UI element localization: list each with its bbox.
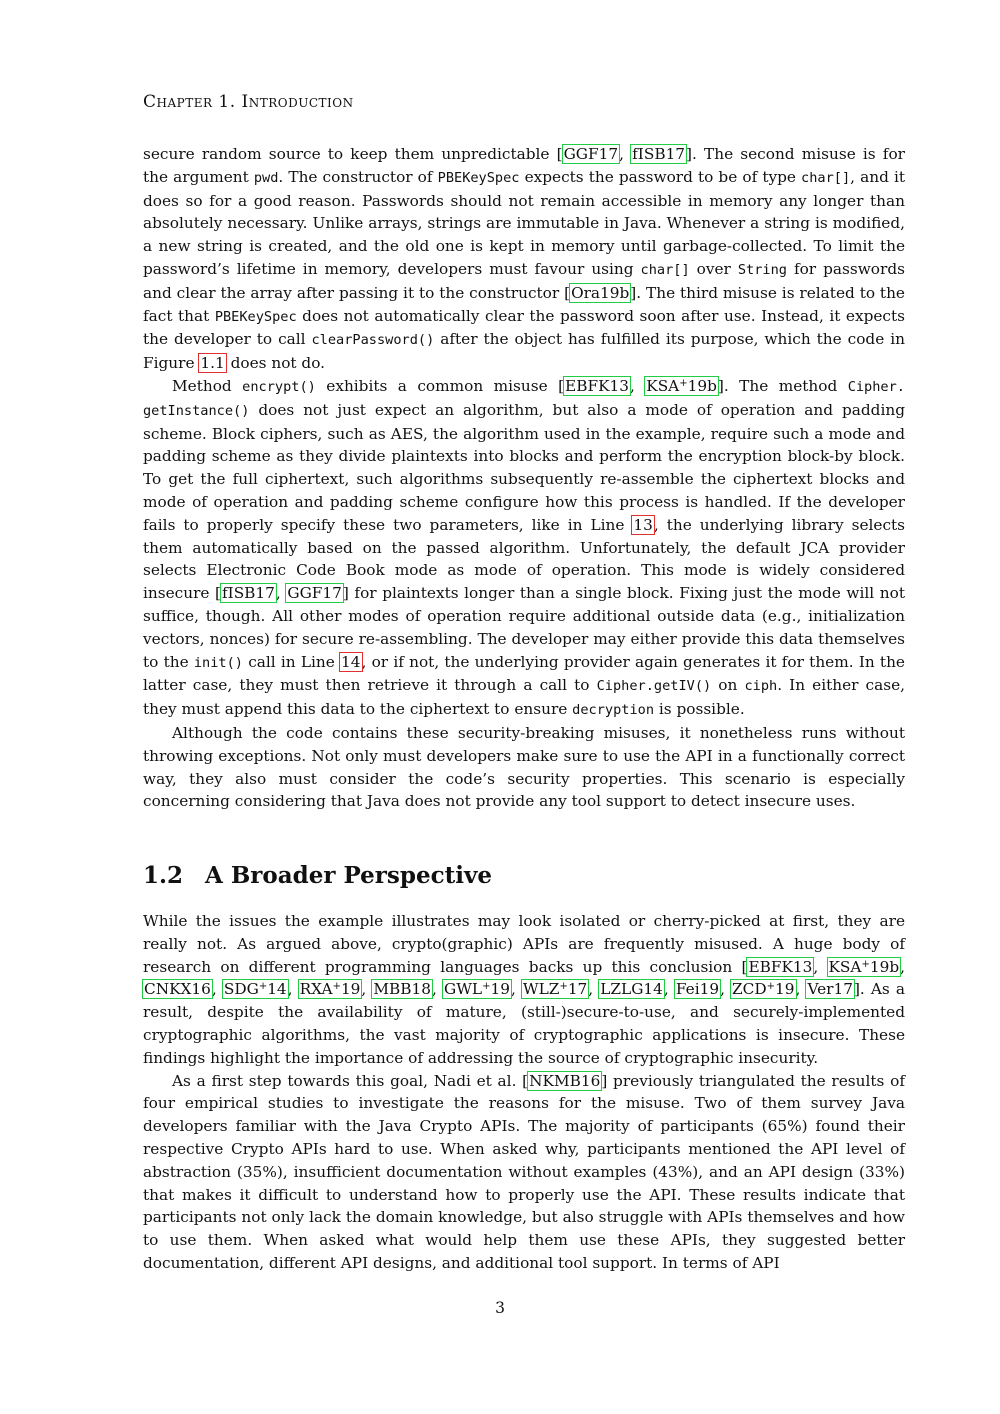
line-ref-link[interactable]: 14 xyxy=(341,652,361,671)
section-number: 1.2 xyxy=(143,862,184,889)
code-token: Cipher. xyxy=(847,378,905,395)
code-token: ciph xyxy=(744,678,778,695)
citation-link[interactable]: fISB17 xyxy=(222,584,275,603)
citation-link[interactable]: SDG+14 xyxy=(223,980,287,999)
code-token: Cipher.getIV() xyxy=(596,678,712,695)
code-token: PBEKeySpec xyxy=(437,169,520,186)
paragraph: secure random source to keep them unpredictable [GGF17, fISB17]. The second misuse is for the argument pwd. The constructor of PBEKeySpec expects the password to be of type char[], and it does so for a good reason. Passwords should not remain accessible in memory any longer than absolutely necessary. Unlike arrays, strings are immutable in Java. Whenever a string is modified, a new string is created, and the old one is kept in memory until garbage-collected. To limit the password’s lifetime in memory, developers must favour using char[] over String for passwords and clear the array after passing it to the constructor [Ora19b]. The third misuse is related to the fact that PBEKeySpec does not automatically clear the password soon after use. Instead, it expects the developer to call clearPassword() after the object has fulfilled its purpose, which the code in Figure 1.1 does not do. xyxy=(143,145,905,373)
citation-link[interactable]: Fei19 xyxy=(675,980,720,999)
code-token: encrypt() xyxy=(242,378,316,395)
code-token: getInstance() xyxy=(143,402,250,419)
figure-ref-link[interactable]: 1.1 xyxy=(200,354,225,373)
citation-link[interactable]: RXA+19 xyxy=(299,980,361,999)
citation-link[interactable]: Ver17 xyxy=(807,980,853,999)
code-token: PBEKeySpec xyxy=(214,308,297,325)
citation-link[interactable]: WLZ+17 xyxy=(522,980,588,999)
code-token: decryption xyxy=(572,702,655,719)
citation-link[interactable]: GGF17 xyxy=(287,584,342,603)
citation-link[interactable]: Ora19b xyxy=(571,283,630,302)
citation-link[interactable]: EBFK13 xyxy=(748,957,813,976)
citation-link[interactable]: LZLG14 xyxy=(600,980,663,999)
running-head: Chapter 1. Introduction xyxy=(143,92,354,112)
citation-link[interactable]: ZCD+19 xyxy=(732,980,795,999)
code-token: char[] xyxy=(801,169,851,186)
page-number: 3 xyxy=(495,1299,505,1317)
section-title: A Broader Perspective xyxy=(205,862,492,889)
citation-link[interactable]: KSA+19b xyxy=(646,376,717,395)
code-token: clearPassword() xyxy=(311,332,435,349)
citation-link[interactable]: CNKX16 xyxy=(144,980,211,999)
paragraph: Although the code contains these security-breaking misuses, it nonetheless runs without throwing exceptions. Not only must developers make sure to use the API in a functionally correct way, they also must consider the code’s security properties. This scenario is especially concerning considering that Java does not provide any tool support to detect insecure uses. xyxy=(143,723,905,811)
code-token: pwd xyxy=(253,169,279,186)
paragraph: As a first step towards this goal, Nadi et al. [NKMB16] previously triangulated the results of four empirical studies to investigate the reasons for the misuse. Two of them survey Java developers familiar with the Java Crypto APIs. The majority of participants (65%) found their respective Crypto APIs hard to use. When asked why, participants mentioned the API level of abstraction (35%), insufficient documentation without examples (43%), and an API design (33%) that makes it difficult to understand how to properly use the API. These results indicate that participants not only lack the domain knowledge, but also struggle with APIs themselves and how to use them. When asked what would help them use these APIs, they suggested better documentation, different API designs, and additional tool support. In terms of API xyxy=(143,1071,905,1272)
citation-link[interactable]: MBB18 xyxy=(373,980,432,999)
code-token: char[] xyxy=(640,261,690,278)
citation-link[interactable]: NKMB16 xyxy=(529,1071,601,1090)
section-body-bottom xyxy=(143,910,905,1275)
section-body-top xyxy=(143,143,905,813)
citation-link[interactable]: GGF17 xyxy=(563,145,619,163)
paragraph: Method encrypt() exhibits a common misuse [EBFK13, KSA+19b]. The method Cipher. getInstance() does not just expect an algorithm, but also a mode of operation and padding scheme. Block ciphers, such as AES, the algorithm used in the example, require such a mode and padding scheme as they divide plaintexts into blocks and perform the encryption block-by block. To get the full ciphertext, such algorithms subsequently re-assemble the ciphertext blocks and mode of operation and padding scheme configure how this process is handled. If the developer fails to properly specify these two parameters, like in Line 13, the underlying library selects them automatically based on the passed algorithm. Unfortunately, the default JCA provider selects Electronic Code Book mode as mode of operation. This mode is widely considered insecure [fISB17, GGF17] for plaintexts longer than a single block. Fixing just the mode will not suffice, though. All other modes of operation require additional outside data (e.g., initialization vectors, nonces) for secure re-assembling. The developer may either provide this data themselves to the init() call in Line 14, or if not, the underlying provider again generates it for them. In the latter case, they must then retrieve it through a call to Cipher.getIV() on ciph. In either case, they must append this data to the ciphertext to ensure decryption is possible. xyxy=(143,376,906,719)
citation-link[interactable]: EBFK13 xyxy=(565,376,629,395)
paragraph: While the issues the example illustrates may look isolated or cherry-picked at first, they are really not. As argued above, crypto(graphic) APIs are frequently misused. A huge body of research on different programming languages backs up this conclusion [EBFK13, KSA+19b, CNKX16, SDG+14, RXA+19, MBB18, GWL+19, WLZ+17, LZLG14, Fei19, ZCD+19, Ver17]. As a result, despite the availability of mature, (still-)secure-to-use, and securely-implemented cryptographic algorithms, the vast majority of cryptographic applications is insecure. These findings highlight the importance of addressing the source of cryptographic insecurity. xyxy=(143,912,905,1067)
line-ref-link[interactable]: 13 xyxy=(633,515,653,534)
citation-link[interactable]: KSA+19b xyxy=(828,957,900,976)
section-heading xyxy=(143,862,492,889)
citation-link[interactable]: GWL+19 xyxy=(443,980,510,999)
citation-link[interactable]: fISB17 xyxy=(632,145,686,163)
code-token: init() xyxy=(193,654,243,671)
code-token: String xyxy=(737,261,787,278)
